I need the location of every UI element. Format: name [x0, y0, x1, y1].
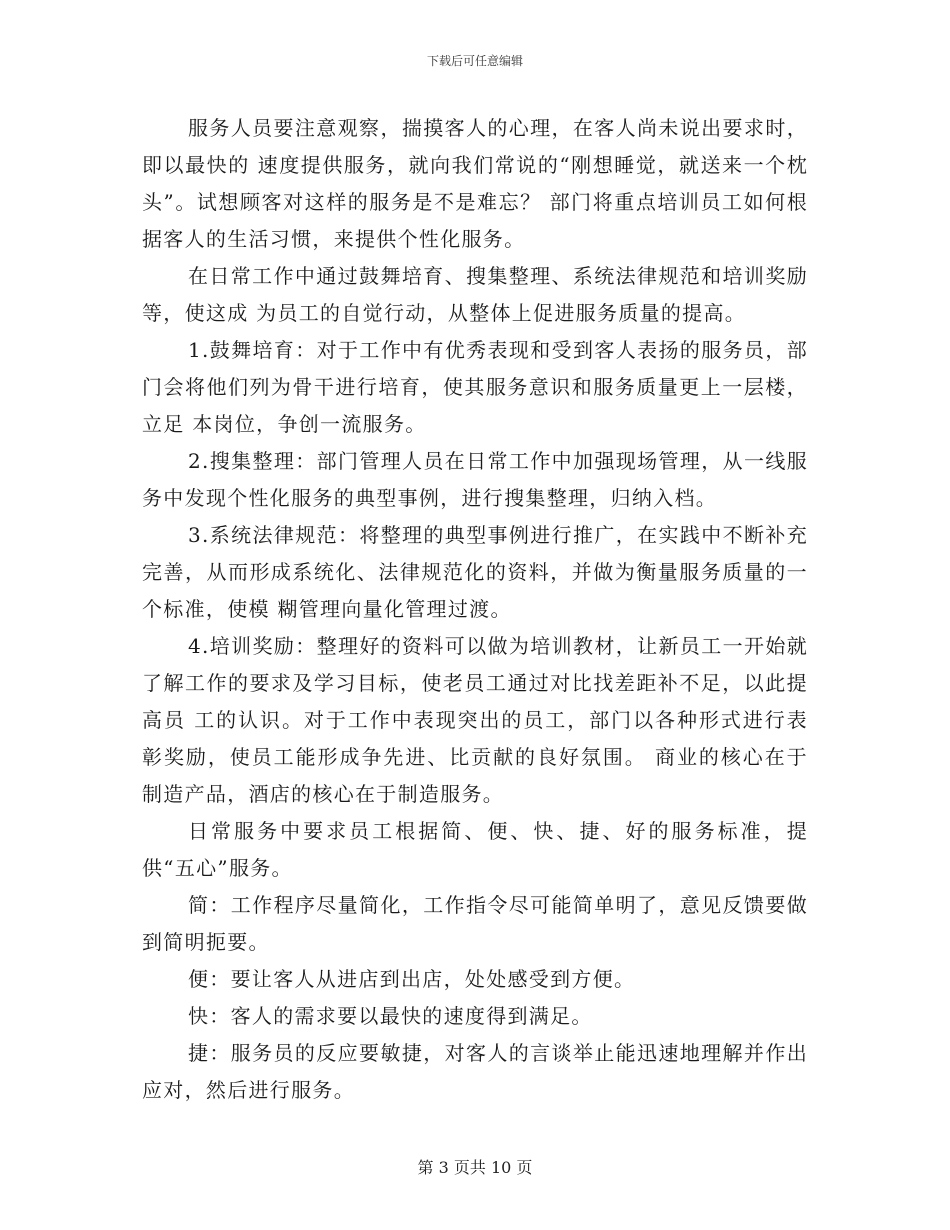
- paragraph-personalized-service: 服务人员要注意观察，揣摸客人的心理，在客人尚未说出要求时，即以最快的 速度提供服务，就向我们常说的“刚想睡觉，就送来一个枕头”。试想顾客对这样的服务是不是难忘？ 部门将重点培训员工如何根据客人的生活习惯，来提供个性化服务。: [142, 116, 808, 251]
- page-header: 下载后可任意编辑: [426, 54, 523, 68]
- paragraph-training-rewards: 4.培训奖励：整理好的资料可以做为培训教材，让新员工一开始就了解工作的要求及学习目标，使老员工通过对比找差距补不足，以此提高员 工的认识。对于工作中表现突出的员工，部门以各种形式进行表彰奖励，使员工能形成争先进、比贡献的良好氛围。 商业的核心在于制造产品，酒店的核心在于制造服务。: [142, 634, 808, 806]
- paragraph-collect-organize: 2.搜集整理：部门管理人员在日常工作中加强现场管理，从一线服务中发现个性化服务的典型事例，进行搜集整理，归纳入档。: [142, 449, 808, 510]
- page-number-footer: 第 3 页共 10 页: [417, 1158, 533, 1177]
- document-body: [142, 110, 808, 1109]
- paragraph-system-standards: 3.系统法律规范：将整理的典型事例进行推广，在实践中不断补充完善，从而形成系统化、法律规范化的资料，并做为衡量服务质量的一个标准，使模 糊管理向量化管理过渡。: [142, 523, 808, 621]
- paragraph-agile: 捷：服务员的反应要敏捷，对客人的言谈举止能迅速地理解并作出应对，然后进行服务。: [142, 1041, 808, 1102]
- paragraph-five-hearts-service: 日常服务中要求员工根据简、便、快、捷、好的服务标准，提供“五心”服务。: [142, 819, 808, 880]
- paragraph-encourage-cultivate: 1.鼓舞培育：对于工作中有优秀表现和受到客人表扬的服务员，部门会将他们列为骨干进行培育，使其服务意识和服务质量更上一层楼，立足 本岗位，争创一流服务。: [142, 338, 808, 436]
- paragraph-fast: 快：客人的需求要以最快的速度得到满足。: [188, 1004, 593, 1028]
- paragraph-simple: 简：工作程序尽量简化，工作指令尽可能简单明了，意见反馈要做到简明扼要。: [142, 893, 808, 954]
- paragraph-daily-work-intro: 在日常工作中通过鼓舞培育、搜集整理、系统法律规范和培训奖励等，使这成 为员工的自觉行动，从整体上促进服务质量的提高。: [142, 264, 808, 325]
- paragraph-convenient: 便：要让客人从进店到出店，处处感受到方便。: [188, 967, 636, 991]
